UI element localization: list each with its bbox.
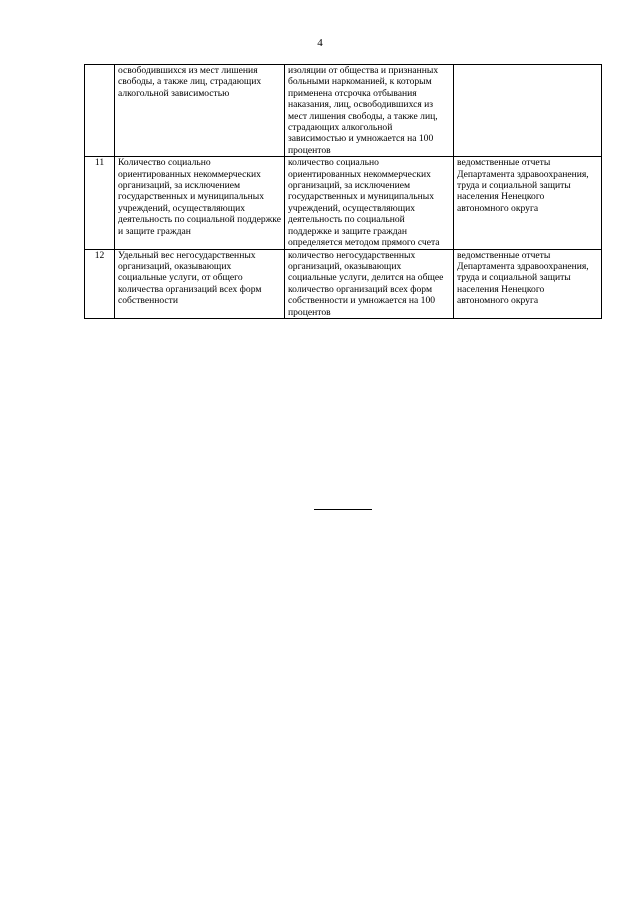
data-source-cell: ведомственные отчеты Департамента здравоохранения, труда и социальной защиты населения Ненецкого автономного округа	[454, 157, 602, 249]
calculation-method-cell: количество социально ориентированных некоммерческих организаций, за исключением государственных и муниципальных учреждений, осуществляющих деятельность по социальной поддержке и защите граждан определяется методом прямого счета	[285, 157, 454, 249]
indicator-name-cell: Количество социально ориентированных некоммерческих организаций, за исключением государственных и муниципальных учреждений, осуществляющих деятельность по социальной поддержке и защите граждан	[115, 157, 285, 249]
indicators-table	[84, 64, 602, 319]
table-row	[85, 249, 602, 318]
calculation-method-cell: количество негосударственных организаций, оказывающих социальные услуги, делится на общее количество организаций всех форм собственности и умножается на 100 процентов	[285, 249, 454, 318]
end-of-document-rule	[314, 509, 372, 510]
indicator-name-cell: освободившихся из мест лишения свободы, а также лиц, страдающих алкогольной зависимостью	[115, 65, 285, 157]
row-number-cell	[85, 65, 115, 157]
data-source-cell	[454, 65, 602, 157]
calculation-method-cell: изоляции от общества и признанных больными наркоманией, к которым применена отсрочка отбывания наказания, лиц, освободившихся из мест лишения свободы, а также лиц, страдающих алкогольной зависимостью и умножается на 100 процентов	[285, 65, 454, 157]
row-number-cell: 12	[85, 249, 115, 318]
page-number: 4	[317, 37, 323, 49]
table-row	[85, 157, 602, 249]
data-source-cell: ведомственные отчеты Департамента здравоохранения, труда и социальной защиты населения Ненецкого автономного округа	[454, 249, 602, 318]
row-number-cell: 11	[85, 157, 115, 249]
table-row	[85, 65, 602, 157]
indicator-name-cell: Удельный вес негосударственных организаций, оказывающих социальные услуги, от общего количества организаций всех форм собственности	[115, 249, 285, 318]
